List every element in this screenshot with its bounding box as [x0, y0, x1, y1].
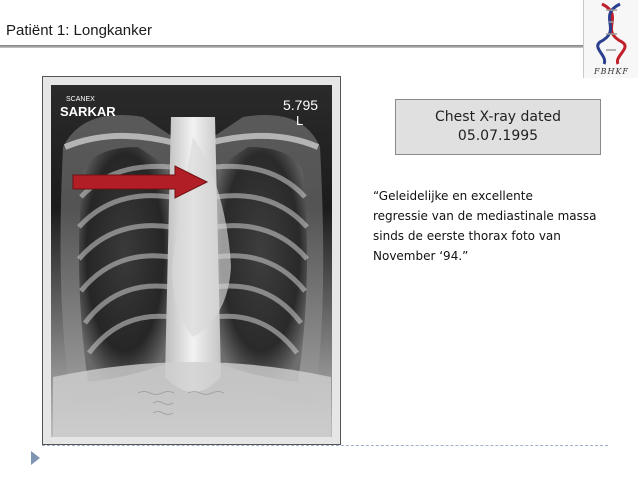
title-divider: [0, 45, 587, 48]
slide-title: Patiënt 1: Longkanker: [6, 22, 152, 39]
logo-text: FBHKF: [594, 67, 629, 76]
xray-label-number: 5.795: [283, 97, 319, 113]
xray-label-scanex: SCANEX: [66, 96, 95, 103]
xray-label-name: SARKAR: [60, 104, 116, 119]
quote-line: regressie van de mediastinale massa: [373, 209, 597, 223]
caption-line-1: Chest X-ray dated: [435, 109, 561, 125]
footer-divider: [42, 445, 608, 446]
caption-line-2: 05.07.1995: [457, 128, 539, 144]
dna-helix-icon: [584, 0, 638, 66]
quote-line: sinds de eerste thorax foto van: [373, 229, 561, 243]
triangle-bullet-icon: [31, 451, 40, 465]
quote-text: [373, 186, 635, 266]
quote-line: “Geleidelijke en excellente: [373, 189, 533, 203]
xray-label-side: L: [296, 113, 304, 128]
xray-caption-box: [395, 99, 601, 155]
quote-line: November ‘94.”: [373, 249, 469, 263]
chest-xray-image: [42, 76, 341, 445]
logo: [583, 0, 638, 78]
